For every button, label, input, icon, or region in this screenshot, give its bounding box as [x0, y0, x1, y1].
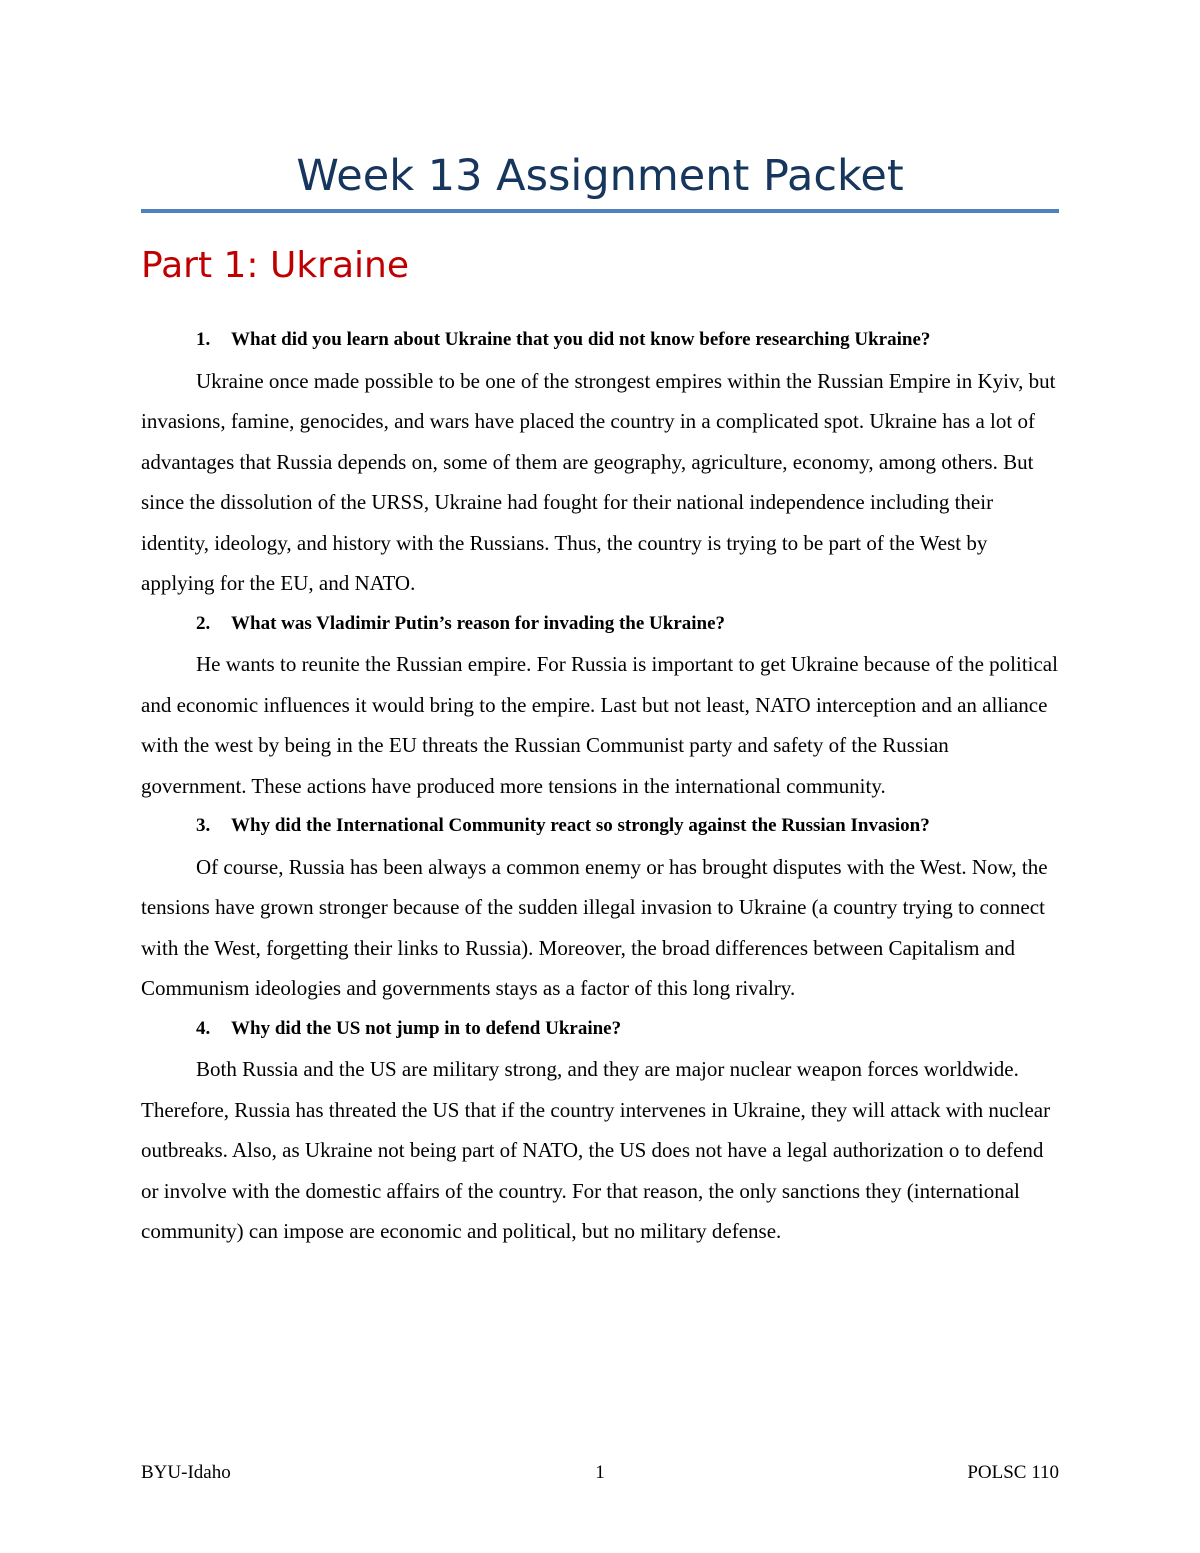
question-number: 4.	[196, 1017, 211, 1039]
page-footer	[141, 1458, 1059, 1488]
question-2	[141, 604, 1059, 645]
title-underline-rule	[141, 209, 1059, 213]
question-3	[141, 806, 1059, 847]
questions-section	[141, 320, 1059, 1252]
question-4	[141, 1009, 1059, 1050]
question-text: Why did the US not jump in to defend Ukraine?	[231, 1017, 622, 1039]
answer-4: Both Russia and the US are military strong, and they are major nuclear weapon forces worldwide. Therefore, Russia has threated the US that if the country intervenes in Ukraine, they will attack with nuclear outbreaks. Also, as Ukraine not being part of NATO, the US does not have a legal authorization o to defend or involve with the domestic affairs of the country. For that reason, the only sanctions they (international community) can impose are economic and political, but no military defense.	[141, 1057, 1051, 1243]
document-title: Week 13 Assignment Packet	[296, 151, 904, 201]
footer-page-number: 1	[595, 1462, 605, 1483]
answer-1: Ukraine once made possible to be one of the strongest empires within the Russian Empire in Kyiv, but invasions, famine, genocides, and wars have placed the country in a complicated spot. Ukraine has a lot of advantages that Russia depends on, some of them are geography, agriculture, economy, among others. But since the dissolution of the URSS, Ukraine had fought for their national independence including their identity, ideology, and history with the Russians. Thus, the country is trying to be part of the West by applying for the EU, and NATO.	[141, 368, 1056, 595]
question-number: 1.	[196, 329, 211, 350]
footer-institution: BYU-Idaho	[141, 1462, 231, 1483]
question-text: What was Vladimir Putin’s reason for invading the Ukraine?	[231, 612, 726, 634]
answer-3: Of course, Russia has been always a common enemy or has brought disputes with the West. Now, the tensions have grown stronger because of the sudden illegal invasion to Ukraine (a country trying to connect with the West, forgetting their links to Russia). Moreover, the broad differences between Capitalism and Communism ideologies and governments stays as a factor of this long rivalry.	[141, 854, 1048, 1000]
question-number: 2.	[196, 612, 211, 634]
part-heading: Part 1: Ukraine	[141, 245, 410, 286]
question-text: What did you learn about Ukraine that you did not know before researching Ukraine?	[231, 329, 931, 350]
question-text: Why did the International Community react so strongly against the Russian Invasion?	[231, 815, 930, 836]
answer-2: He wants to reunite the Russian empire. For Russia is important to get Ukraine because of the political and economic influences it would bring to the empire. Last but not least, NATO interception and an alliance with the west by being in the EU threats the Russian Communist party and safety of the Russian government. These actions have produced more tensions in the international community.	[141, 652, 1058, 798]
question-number: 3.	[196, 815, 211, 836]
footer-course-code: POLSC 110	[967, 1462, 1059, 1483]
question-1	[141, 320, 1059, 361]
